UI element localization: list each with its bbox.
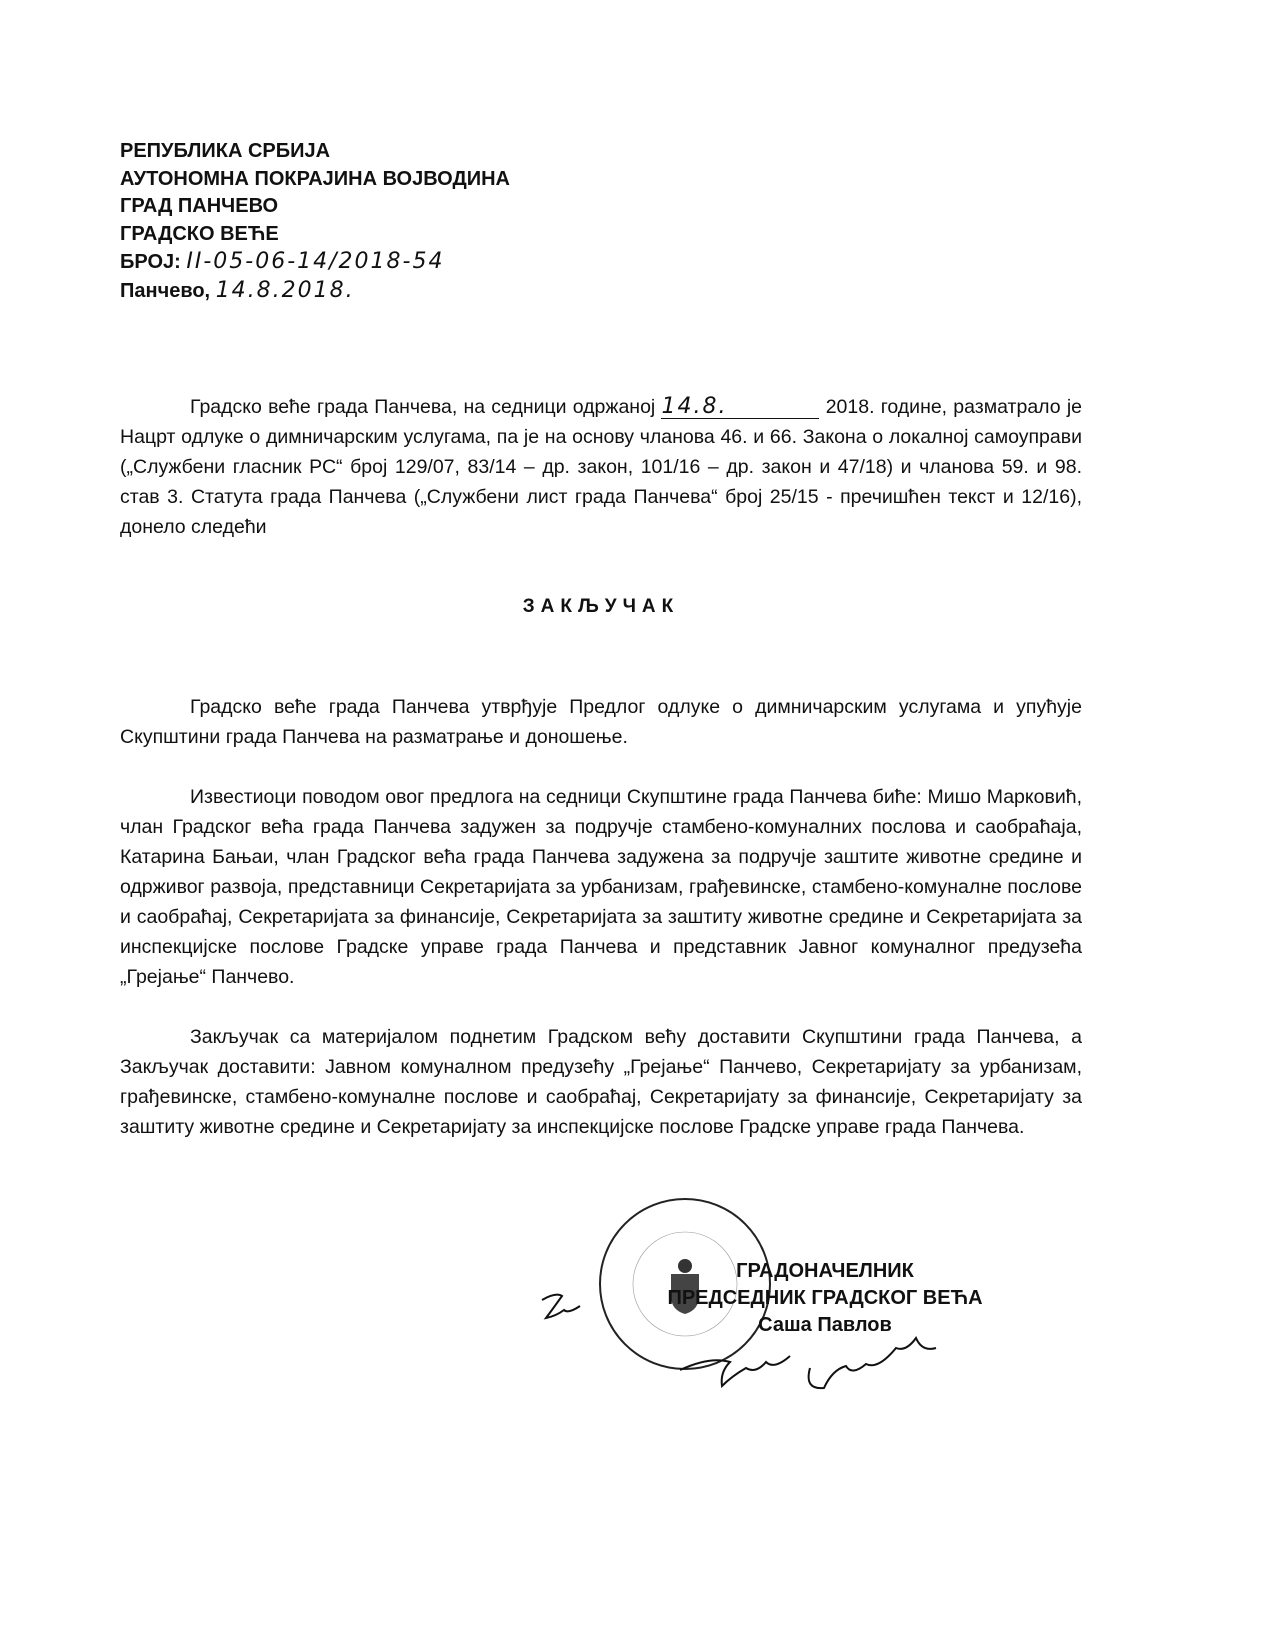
header-city: ГРАД ПАНЧЕВО [120,195,279,217]
number-label: БРОЈ: [120,251,181,273]
date-value: 14.8.2018. [215,277,355,303]
paragraph-1: Градско веће града Панчева утврђује Предлог одлуке о димничарским услугама и упућује Скупштини града Панчева на разматрање и доношење. [120,696,1082,748]
intro-part2: 2018. године, разматрало је Нацрт одлуке о димничарским услугама, па је на основу чланова 46. и 66. Закона о локалној самоуправи („Службени гласник РС“ број 129/07, 83/14 – др. закон, 101/16 – др. закон и 47/18) и чланова 59. и 98. став 3. Статута града Панчева („Службени лист града Панчева“ број 25/15 - пречишћен текст и 12/16), донело следећи [120,396,1082,538]
document-date [120,277,510,306]
signature-block [655,1258,995,1339]
paragraph-2: Известиоци поводом овог предлога на седници Скупштине града Панчева биће: Мишо Марковић, члан Градског већа града Панчева задужен за подручје стамбено-комуналних послова и саобраћаја, Катарина Бањаи, члан Градског већа града Панчева задужена за подручје заштите животне средине и одрживог развоја, представници Секретаријата за урбанизам, грађевинске, стамбено-комуналне послове и саобраћај, Секретаријата за финансије, Секретаријата за заштиту животне средине и Секретаријата за инспекцијске послове Градске управе града Панчева и представник Јавног комуналног предузећа „Грејање“ Панчево. [120,786,1082,988]
signatory-title-2: ПРЕДСЕДНИК ГРАДСКОГ ВЕЋА [667,1287,983,1309]
session-date-blank [661,396,819,419]
signatory-title-1: ГРАДОНАЧЕЛНИК [736,1260,914,1282]
letterhead [120,138,510,305]
document-title: ЗАКЉУЧАК [522,596,680,617]
document-number [120,248,510,277]
session-date: 14.8. [661,394,728,419]
number-value: II-05-06-14/2018-54 [186,249,445,274]
intro-paragraph [120,392,1082,542]
signatory-name: Саша Павлов [758,1314,892,1336]
header-province: АУТОНОМНА ПОКРАЈИНА ВОЈВОДИНА [120,167,510,190]
header-council: ГРАДСКО ВЕЋЕ [120,222,279,245]
document-body [120,392,1082,1142]
place-label: Панчево, [120,279,211,302]
header-country: РЕПУБЛИКА СРБИЈА [120,140,331,162]
paragraph-3: Закључак са материјалом поднетим Градском већу доставити Скупштини града Панчева, а Закључак доставити: Јавном комуналном предузећу „Грејање“ Панчево, Секретаријату за урбанизам, грађевинске, стамбено-комуналне послове и саобраћај, Секретаријату за финансије, Секретаријату за заштиту животне средине и Секретаријату за инспекцијске послове Градске управе града Панчева. [120,1026,1082,1138]
intro-part1: Градско веће града Панчева, на седници одржаној [190,396,656,418]
